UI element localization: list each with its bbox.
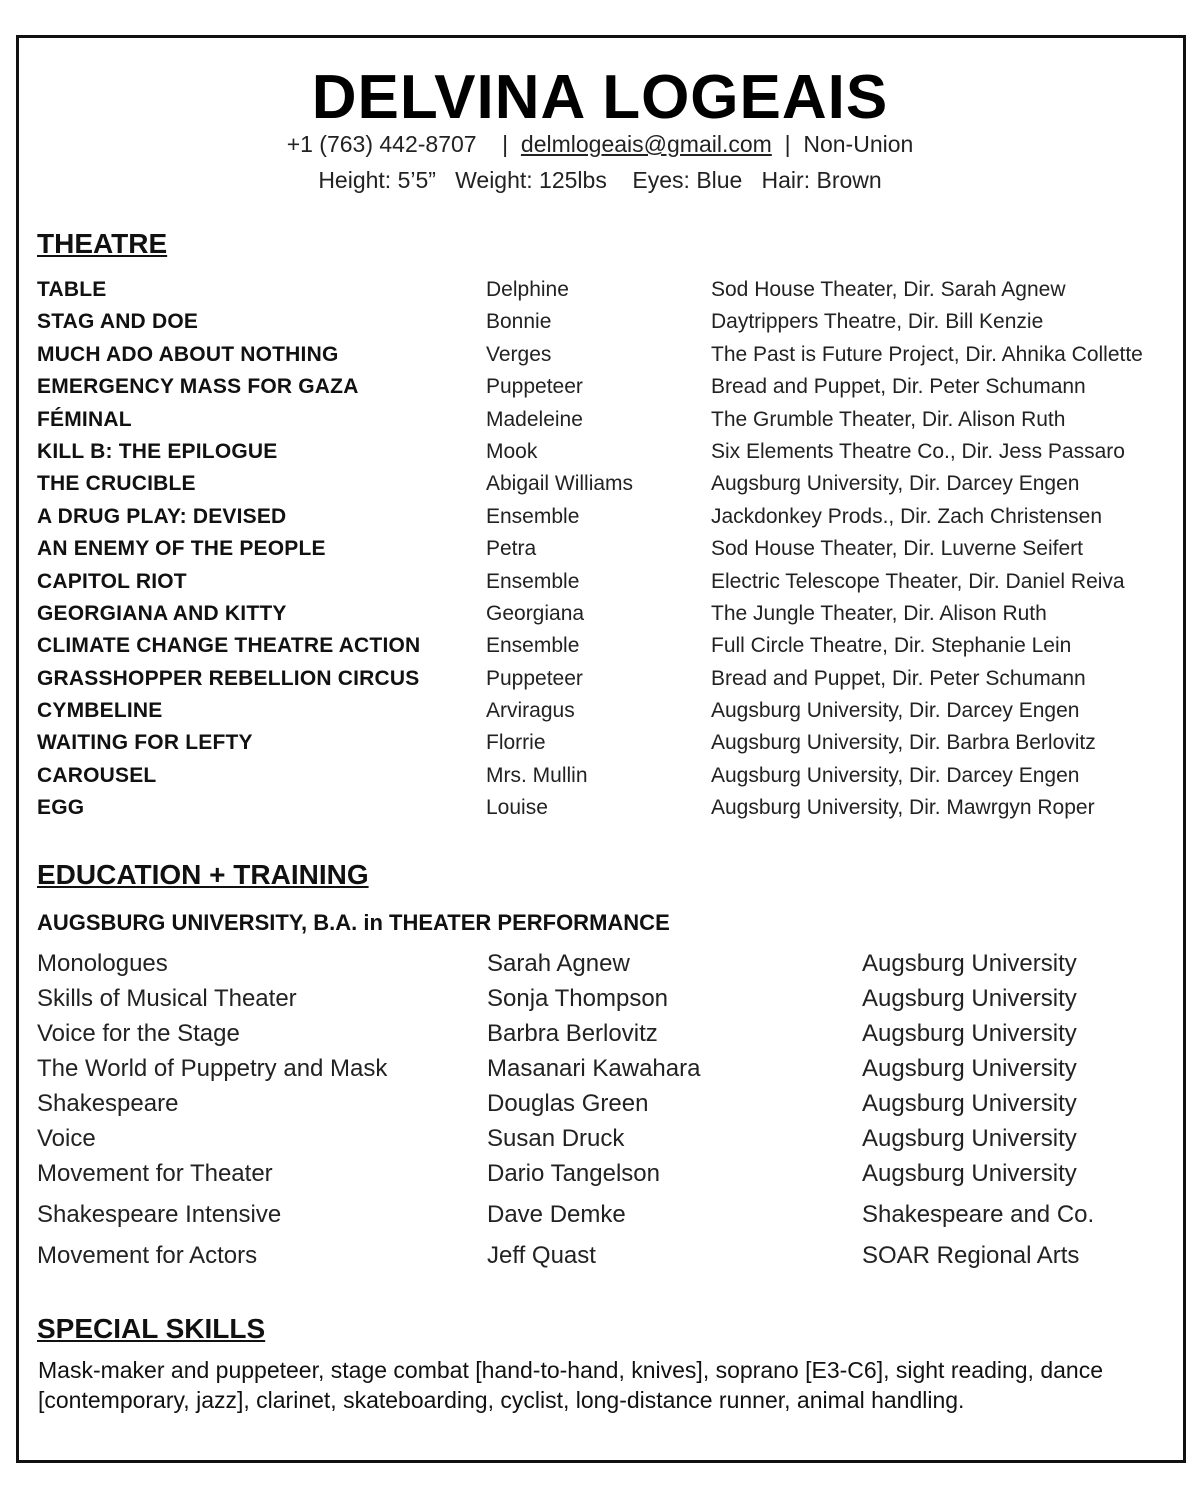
institution-name: Augsburg University (862, 1020, 1077, 1047)
show-title: GRASSHOPPER REBELLION CIRCUS (37, 666, 420, 690)
skills-heading: SPECIAL SKILLS (37, 1313, 266, 1344)
instructor-name: Dave Demke (487, 1201, 626, 1228)
role-name: Mrs. Mullin (486, 763, 588, 787)
company-director: Six Elements Theatre Co., Dir. Jess Passaro (711, 439, 1125, 463)
theatre-credit-row (37, 472, 1177, 504)
company-director: Augsburg University, Dir. Darcey Engen (711, 472, 1080, 496)
email-link[interactable]: delmlogeais@gmail.com (520, 131, 772, 157)
contact-line (0, 131, 1200, 158)
role-name: Mook (486, 439, 538, 463)
institution-name: Augsburg University (862, 950, 1077, 977)
show-title: AN ENEMY OF THE PEOPLE (37, 537, 326, 561)
training-row (37, 1020, 1177, 1055)
training-list (37, 950, 1177, 1283)
institution-name: Augsburg University (862, 1090, 1077, 1117)
theatre-credit-row (37, 278, 1177, 310)
theatre-credit-row (37, 699, 1177, 731)
role-name: Delphine (486, 278, 569, 301)
show-title: STAG AND DOE (37, 310, 199, 334)
show-title: WAITING FOR LEFTY (37, 731, 253, 755)
company-director: The Past is Future Project, Dir. Ahnika Collette (711, 342, 1143, 366)
theatre-credit-row (37, 343, 1177, 375)
theatre-credit-row (37, 602, 1177, 634)
instructor-name: Susan Druck (487, 1125, 625, 1152)
course-name: Skills of Musical Theater (37, 985, 297, 1012)
role-name: Ensemble (486, 634, 580, 658)
theatre-credit-row (37, 537, 1177, 569)
theatre-credit-row (37, 667, 1177, 699)
theatre-credit-row (37, 764, 1177, 796)
theatre-credits (37, 278, 1177, 829)
company-director: Sod House Theater, Dir. Luverne Seifert (711, 537, 1083, 561)
separator: | (784, 131, 791, 157)
role-name: Bonnie (486, 310, 552, 334)
company-director: Full Circle Theatre, Dir. Stephanie Lein (711, 634, 1072, 658)
show-title: EGG (37, 796, 85, 820)
height-stat: Height: 5’5” (318, 167, 436, 193)
role-name: Ensemble (486, 569, 580, 593)
physical-stats (0, 167, 1200, 194)
company-director: Augsburg University, Dir. Darcey Engen (711, 763, 1080, 787)
company-director: The Grumble Theater, Dir. Alison Ruth (711, 407, 1066, 431)
training-row (37, 1055, 1177, 1090)
institution-name: Shakespeare and Co. (862, 1201, 1095, 1228)
show-title: THE CRUCIBLE (37, 472, 196, 496)
training-row (37, 1090, 1177, 1125)
course-name: Voice for the Stage (37, 1020, 240, 1047)
phone-number: +1 (763) 442-8707 (286, 131, 477, 157)
course-name: Shakespeare (37, 1090, 179, 1117)
role-name: Ensemble (486, 504, 580, 528)
role-name: Verges (486, 342, 552, 366)
education-heading: EDUCATION + TRAINING (37, 859, 369, 890)
instructor-name: Masanari Kawahara (487, 1055, 701, 1082)
instructor-name: Dario Tangelson (487, 1160, 661, 1187)
theatre-credit-row (37, 310, 1177, 342)
theatre-credit-row (37, 375, 1177, 407)
company-director: Augsburg University, Dir. Barbra Berlovitz (711, 731, 1096, 755)
show-title: KILL B: THE EPILOGUE (37, 439, 278, 463)
instructor-name: Jeff Quast (487, 1242, 596, 1269)
training-row (37, 985, 1177, 1020)
company-director: Jackdonkey Prods., Dir. Zach Christensen (711, 504, 1103, 528)
show-title: CLIMATE CHANGE THEATRE ACTION (37, 634, 421, 658)
course-name: Movement for Actors (37, 1242, 258, 1269)
theatre-credit-row (37, 731, 1177, 763)
course-name: Shakespeare Intensive (37, 1201, 282, 1228)
show-title: GEORGIANA AND KITTY (37, 601, 287, 625)
role-name: Arviragus (486, 699, 575, 723)
role-name: Puppeteer (486, 375, 583, 399)
show-title: CAROUSEL (37, 763, 157, 787)
course-name: Monologues (37, 950, 168, 977)
instructor-name: Sarah Agnew (487, 950, 630, 977)
show-title: TABLE (37, 278, 107, 301)
theatre-credit-row (37, 570, 1177, 602)
institution-name: SOAR Regional Arts (862, 1242, 1080, 1269)
company-director: Bread and Puppet, Dir. Peter Schumann (711, 375, 1086, 399)
theatre-credit-row (37, 440, 1177, 472)
hair-stat: Hair: Brown (761, 167, 882, 193)
show-title: A DRUG PLAY: DEVISED (37, 504, 287, 528)
eyes-stat: Eyes: Blue (632, 167, 743, 193)
role-name: Florrie (486, 731, 546, 755)
instructor-name: Sonja Thompson (487, 985, 669, 1012)
role-name: Georgiana (486, 601, 585, 625)
institution-name: Augsburg University (862, 1125, 1077, 1152)
skills-text: Mask-maker and puppeteer, stage combat [hand-to-hand, knives], soprano [E3-C6], sight reading, dance [contemporary, jazz], clarinet, skateboarding, cyclist, long-distance runner, animal handling. (38, 1357, 1104, 1413)
company-director: Daytrippers Theatre, Dir. Bill Kenzie (711, 310, 1044, 334)
theatre-credit-row (37, 505, 1177, 537)
show-title: CYMBELINE (37, 699, 163, 723)
training-row (37, 1242, 1177, 1283)
show-title: EMERGENCY MASS FOR GAZA (37, 375, 359, 399)
separator: | (502, 131, 509, 157)
theatre-credit-row (37, 796, 1177, 828)
role-name: Louise (486, 796, 548, 820)
institution-name: Augsburg University (862, 985, 1077, 1012)
role-name: Madeleine (486, 407, 583, 431)
role-name: Abigail Williams (486, 472, 634, 496)
role-name: Petra (486, 537, 537, 561)
training-row (37, 1201, 1177, 1242)
weight-stat: Weight: 125lbs (455, 167, 607, 193)
training-row (37, 950, 1177, 985)
company-director: Bread and Puppet, Dir. Peter Schumann (711, 666, 1086, 690)
degree-line: AUGSBURG UNIVERSITY, B.A. in THEATER PERFORMANCE (37, 910, 670, 935)
institution-name: Augsburg University (862, 1160, 1077, 1187)
show-title: FÉMINAL (37, 407, 132, 431)
course-name: Movement for Theater (37, 1160, 273, 1187)
role-name: Puppeteer (486, 666, 583, 690)
show-title: MUCH ADO ABOUT NOTHING (37, 342, 339, 366)
theatre-credit-row (37, 634, 1177, 666)
institution-name: Augsburg University (862, 1055, 1077, 1082)
course-name: The World of Puppetry and Mask (37, 1055, 388, 1082)
instructor-name: Douglas Green (487, 1090, 649, 1117)
course-name: Voice (37, 1125, 96, 1152)
company-director: Sod House Theater, Dir. Sarah Agnew (711, 278, 1066, 301)
company-director: Electric Telescope Theater, Dir. Daniel Reiva (711, 569, 1125, 593)
instructor-name: Barbra Berlovitz (487, 1020, 658, 1047)
theatre-heading: THEATRE (37, 228, 168, 259)
company-director: Augsburg University, Dir. Mawrgyn Roper (711, 796, 1095, 820)
training-row (37, 1125, 1177, 1160)
company-director: Augsburg University, Dir. Darcey Engen (711, 699, 1080, 723)
show-title: CAPITOL RIOT (37, 569, 187, 593)
theatre-credit-row (37, 408, 1177, 440)
resume-name: DELVINA LOGEAIS (311, 63, 889, 132)
union-status: Non-Union (803, 131, 914, 157)
company-director: The Jungle Theater, Dir. Alison Ruth (711, 601, 1047, 625)
training-row (37, 1160, 1177, 1201)
